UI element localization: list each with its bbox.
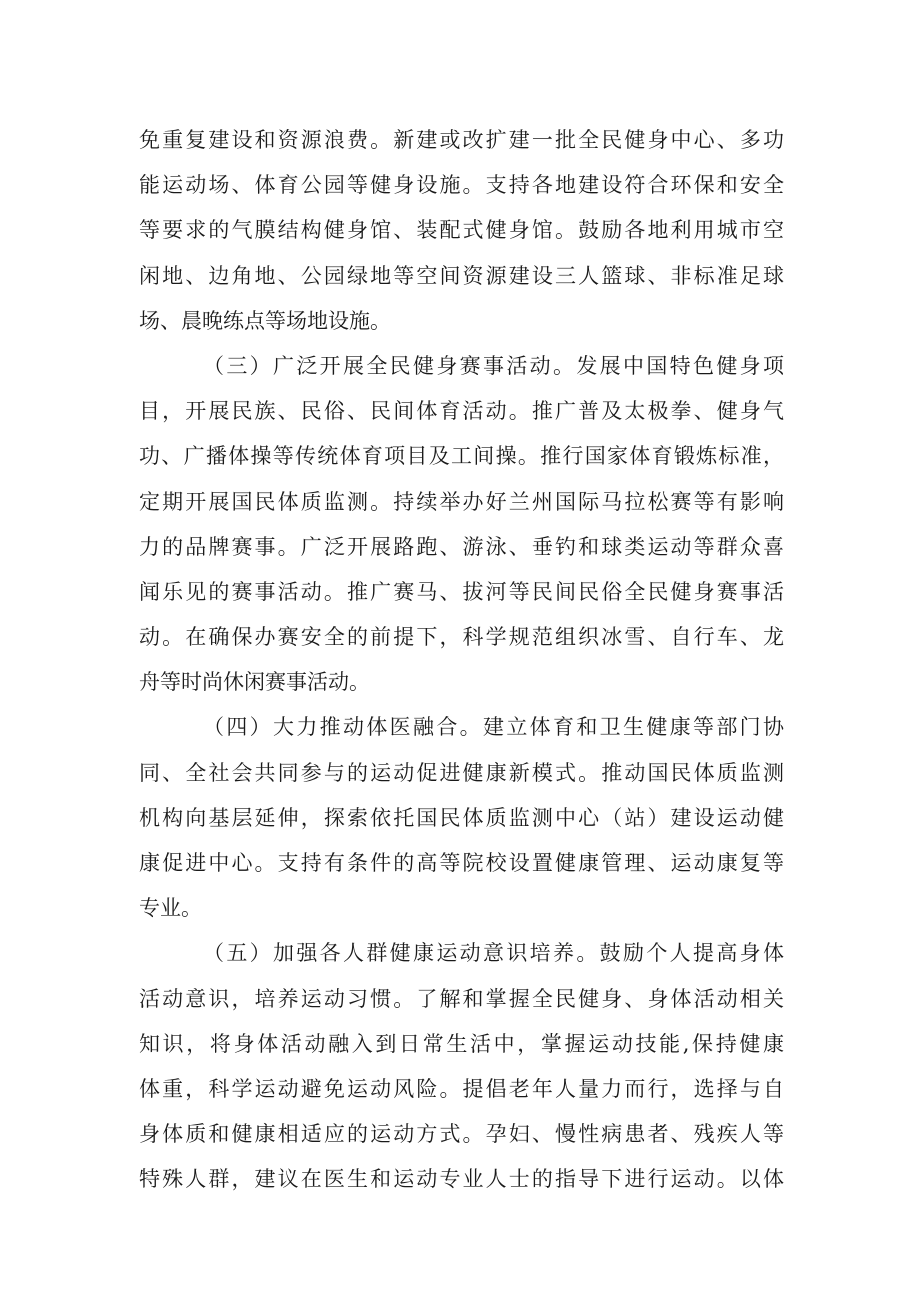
- text-line: 定期开展国民体质监测。持续举办好兰州国际马拉松赛等有影响: [139, 489, 784, 514]
- text-line: 专业。: [139, 896, 202, 921]
- text-line: 动。在确保办赛安全的前提下，科学规范组织冰雪、自行车、龙: [139, 625, 784, 650]
- text-line: 能运动场、体育公园等健身设施。支持各地建设符合环保和安全: [139, 173, 784, 198]
- text-line: 同、全社会共同参与的运动促进健康新模式。推动国民体质监测: [139, 760, 784, 785]
- text-line: 特殊人群，建议在医生和运动专业人士的指导下进行运动。以体: [139, 1167, 784, 1192]
- document-body: [139, 118, 784, 1203]
- text-line: 力的品牌赛事。广泛开展路跑、游泳、垂钓和球类运动等群众喜: [139, 534, 784, 559]
- text-line: 体重，科学运动避免运动风险。提倡老年人量力而行，选择与自: [139, 1076, 784, 1101]
- text-line: 康促进中心。支持有条件的高等院校设置健康管理、运动康复等: [139, 851, 784, 875]
- text-line: 闻乐见的赛事活动。推广赛马、拔河等民间民俗全民健身赛事活: [139, 579, 784, 604]
- text-line: （五）加强各人群健康运动意识培养。鼓励个人提高身体: [203, 941, 784, 966]
- text-line: 舟等时尚休闲赛事活动。: [139, 670, 370, 695]
- text-line: 知识，将身体活动融入到日常生活中，掌握运动技能,保持健康: [139, 1031, 784, 1056]
- text-line: 场、晨晚练点等场地设施。: [139, 308, 391, 333]
- text-line: 身体质和健康相适应的运动方式。孕妇、慢性病患者、残疾人等: [139, 1122, 784, 1147]
- text-line: 免重复建设和资源浪费。新建或改扩建一批全民健身中心、多功: [139, 128, 784, 152]
- text-line: 机构向基层延伸，探索依托国民体质监测中心（站）建设运动健: [139, 805, 784, 830]
- text-line: （四）大力推动体医融合。建立体育和卫生健康等部门协: [203, 715, 784, 740]
- text-line: （三）广泛开展全民健身赛事活动。发展中国特色健身项: [203, 353, 784, 378]
- text-line: 活动意识，培养运动习惯。了解和掌握全民健身、身体活动相关: [139, 986, 784, 1011]
- text-line: 目，开展民族、民俗、民间体育活动。推广普及太极拳、健身气: [139, 399, 784, 424]
- text-line: 功、广播体操等传统体育项目及工间操。推行国家体育锻炼标准，: [139, 444, 784, 469]
- text-line: 闲地、边角地、公园绿地等空间资源建设三人篮球、非标准足球: [139, 263, 784, 288]
- text-line: 等要求的气膜结构健身馆、装配式健身馆。鼓励各地利用城市空: [139, 218, 784, 243]
